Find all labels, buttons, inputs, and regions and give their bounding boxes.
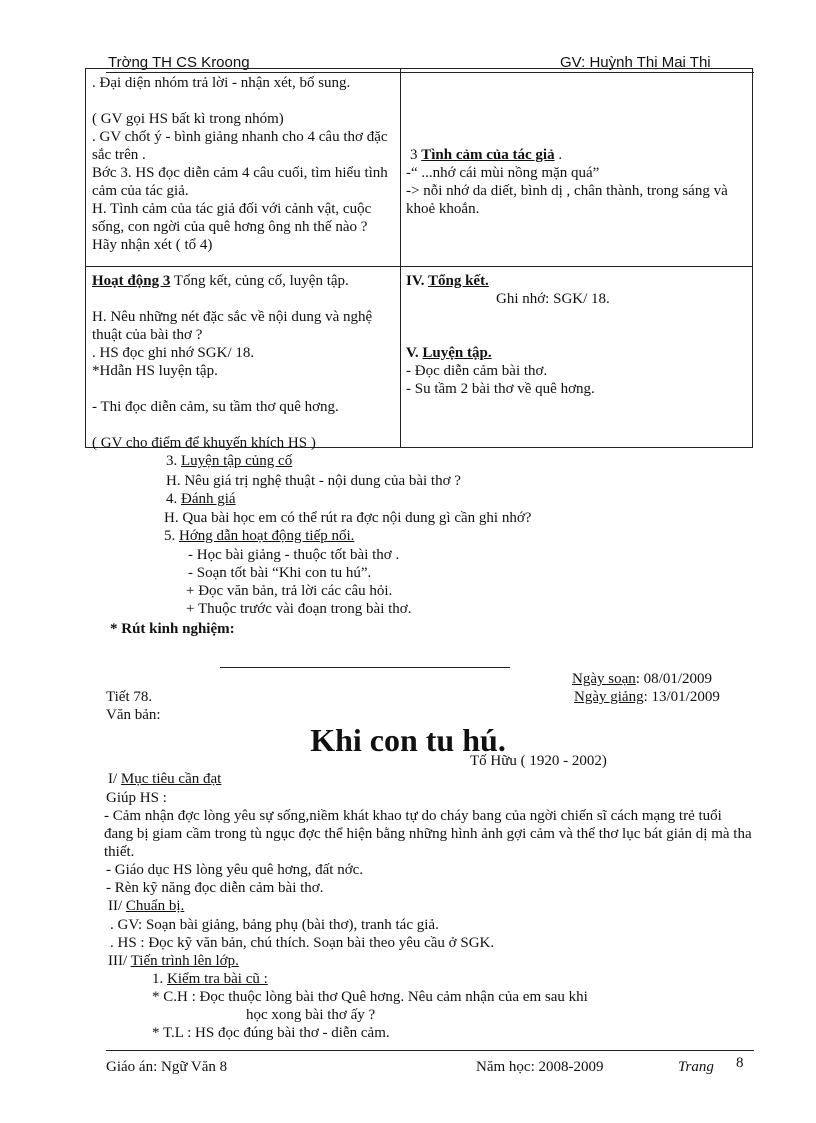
footer-school-year: Năm học: 2008-2009 [476, 1059, 604, 1075]
objective-3: - Rèn kỹ năng đọc diễn cảm bài thơ. [106, 880, 324, 896]
activity-3 [92, 272, 392, 290]
header-school: Trờng TH CS Kroong [108, 54, 250, 71]
item-4-question: H. Qua bài học em có thể rút ra đợc nội dung gì cần ghi nhớ? [164, 510, 532, 526]
item-4-heading: 4. Đánh giá [166, 491, 236, 507]
footer-page-label: Trang [678, 1059, 714, 1075]
homework-item: + Đọc văn bản, trả lời các câu hỏi. [186, 583, 393, 599]
footer-page-number: 8 [736, 1055, 744, 1071]
section-4-heading: IV. Tổng kết. [406, 273, 489, 289]
table-left-item: . GV chốt ý - bình giảng nhanh cho 4 câu thơ đặc sắc trên . [92, 129, 388, 163]
practice-item: - Su tầm 2 bài thơ về quê hơng. [406, 381, 595, 397]
activity-3-desc: Tổng kết, củng cố, luyện tập. [170, 273, 349, 289]
memo-line: Ghi nhớ: SGK/ 18. [496, 291, 610, 307]
lesson-number: Tiết 78. [106, 689, 153, 705]
table-left-item: Bớc 3. HS đọc diễn cảm 4 câu cuối, tìm hiểu tình cảm của tác giả. [92, 165, 388, 199]
table-left-item: *Hdẫn HS luyện tập. [92, 363, 218, 379]
text-label: Văn bản: [106, 707, 161, 723]
prep-date: Ngày soạn: 08/01/2009 [572, 671, 713, 687]
item-5-heading: 5. Hớng dẫn hoạt động tiếp nối. [164, 528, 355, 544]
objective-2: - Giáo dục HS lòng yêu quê hơng, đất nớc. [106, 862, 364, 878]
table-left-item: ( GV gọi HS bất kì trong nhóm) [92, 111, 284, 127]
table-left-item: - Thi đọc diễn cảm, su tầm thơ quê hơng. [92, 399, 339, 415]
review-question: * C.H : Đọc thuộc lòng bài thơ Quê hơng. Nêu cảm nhận của em sau khi [152, 989, 588, 1005]
review-question-cont: học xong bài thơ ấy ? [246, 1007, 376, 1023]
review-answer: * T.L : HS đọc đúng bài thơ - diễn cảm. [152, 1025, 390, 1041]
footer-subject: Giáo án: Ngữ Văn 8 [106, 1059, 228, 1075]
table-column-divider [400, 68, 401, 448]
section-3-heading: III/ Tiến trình lên lớp. [108, 953, 239, 969]
feeling-summary: -> nỗi nhớ da diết, bình dị , chân thành, trong sáng và khoẻ khoắn. [406, 183, 728, 217]
section-1-heading: I/ Mục tiêu cần đạt [108, 771, 222, 787]
table-left-item: H. Nêu những nét đặc sắc về nội dung và nghệ thuật của bài thơ ? [92, 309, 373, 343]
poem-title: Khi con tu hú. [310, 722, 506, 758]
homework-item: + Thuộc trước vài đoạn trong bài thơ. [186, 601, 412, 617]
homework-item: - Soạn tốt bài “Khi con tu hú”. [188, 565, 372, 581]
header-teacher: GV: Huỳnh Thị Mai Thi [560, 54, 711, 71]
table-left-item: H. Tình cảm của tác giả đối với cảnh vật, cuộc sống, con ngời của quê hơng ông nh thế nào ? Hãy nhận xét ( tổ 4) [92, 201, 372, 253]
help-students: Giúp HS : [106, 790, 167, 806]
section-5-heading: V. Luyện tập. [406, 345, 492, 361]
review-heading: 1. Kiểm tra bài cũ : [152, 971, 268, 987]
activity-3-title: Hoạt động 3 [92, 273, 171, 289]
section-3-heading: 3 Tình cảm của tác giả . [410, 147, 563, 163]
lesson-notes-heading: * Rút kinh nghiệm: [110, 621, 235, 637]
item-3-question: H. Nêu giá trị nghệ thuật - nội dung của bài thơ ? [166, 473, 461, 489]
footer-rule [106, 1050, 754, 1051]
table-left-item: . HS đọc ghi nhớ SGK/ 18. [92, 345, 255, 361]
objective-1: - Cảm nhận đợc lòng yêu sự sống,niềm khát khao tự do cháy bang của ngời chiến sĩ cách mạng trẻ tuổi đang bị giam cầm trong tù ngục đợc thể hiện bằng những hình ảnh gợi cảm và thể thơ lục bát giản dị mà tha thiết. [104, 808, 752, 860]
table-row-divider [85, 266, 753, 267]
teach-date: Ngày giảng: 13/01/2009 [574, 689, 720, 705]
quote-line: -“ ...nhớ cái mùi nồng mặn quá” [406, 165, 600, 181]
section-divider [220, 667, 510, 668]
section-2-heading: II/ Chuẩn bị. [108, 898, 185, 914]
table-left-item: ( GV cho điểm để khuyến khích HS ) [92, 435, 316, 451]
practice-item: - Đọc diễn cảm bài thơ. [406, 363, 548, 379]
student-prep: . HS : Đọc kỹ văn bản, chú thích. Soạn bài theo yêu cầu ở SGK. [110, 935, 495, 951]
poem-author: Tố Hữu ( 1920 - 2002) [470, 753, 607, 769]
teacher-prep: . GV: Soạn bài giảng, bảng phụ (bài thơ), tranh tác giả. [110, 917, 439, 933]
item-3-heading: 3. Luyện tập củng cố [166, 453, 293, 469]
homework-item: - Học bài giảng - thuộc tốt bài thơ . [188, 547, 400, 563]
table-left-item: . Đại diện nhóm trả lời - nhận xét, bổ sung. [92, 75, 351, 91]
